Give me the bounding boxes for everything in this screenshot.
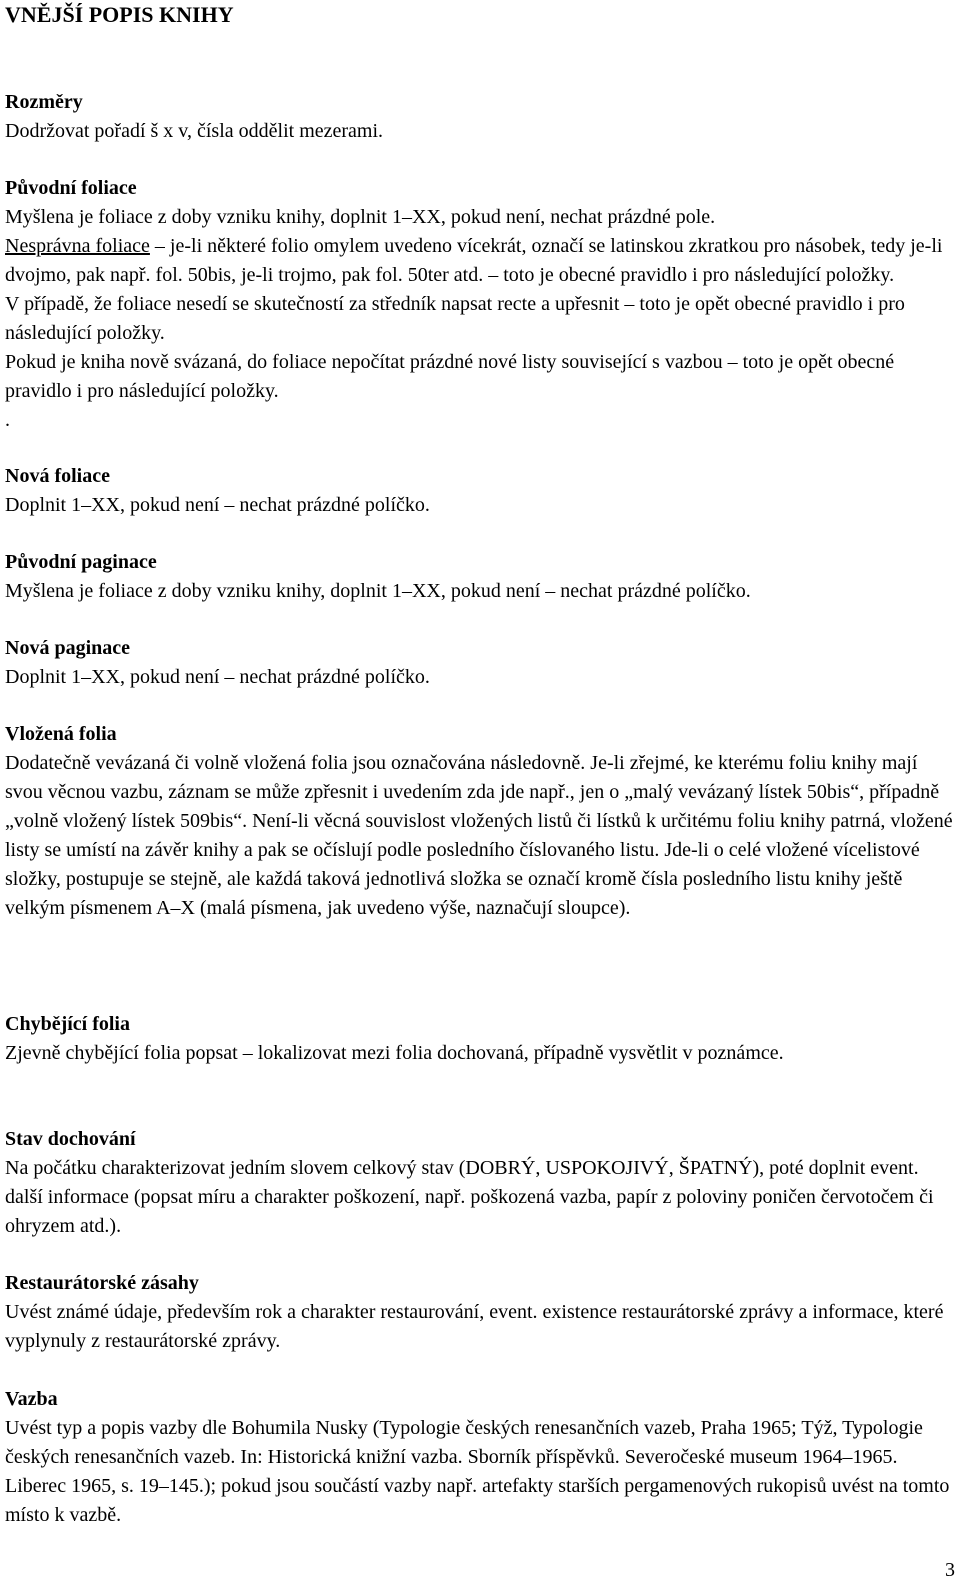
section-text: Doplnit 1–XX, pokud není – nechat prázdné políčko. (5, 666, 430, 688)
section-vazba (5, 1385, 955, 1530)
section-paragraph-recte: V případě, že foliace nesedí se skutečností za středník napsat recte a upřesnit – toto je opět obecné pravidlo i pro následující položky. (5, 293, 905, 344)
section-paragraph-new-binding: Pokud je kniha nově svázaná, do foliace nepočítat prázdné nové listy související s vazbou – toto je opět obecné pravidlo i pro následující položky. (5, 351, 895, 402)
document-title: VNĚJŠÍ POPIS KNIHY (5, 2, 234, 27)
section-vlozena-folia (5, 720, 955, 923)
section-heading: Rozměry (5, 91, 83, 113)
section-restauratorske-zasahy (5, 1269, 955, 1356)
section-heading: Nová foliace (5, 465, 110, 487)
section-text: Doplnit 1–XX, pokud není – nechat prázdné políčko. (5, 494, 430, 516)
stray-dot: . (5, 409, 10, 431)
page-number: 3 (945, 1559, 955, 1581)
section-heading: Původní foliace (5, 177, 137, 199)
paragraph-rest: – je-li některé folio omylem uvedeno vícekrát, označí se latinskou zkratkou pro násobek, tedy je-li dvojmo, pak např. fol. 50bis, je-li trojmo, pak fol. 50ter atd. – toto je obecné pravidlo i pro následující položky. (5, 235, 943, 286)
section-paragraph-incorrect-foliation (5, 232, 955, 290)
section-heading: Vazba (5, 1388, 58, 1410)
section-chybejici-folia (5, 1010, 955, 1068)
section-heading: Původní paginace (5, 551, 157, 573)
section-heading: Chybějící folia (5, 1013, 130, 1035)
underlined-term: Nesprávna foliace (5, 235, 150, 257)
section-nova-foliace (5, 462, 955, 520)
section-text-line1: Myšlena je foliace z doby vzniku knihy, doplnit 1–XX, pokud není, nechat prázdné pole. (5, 206, 716, 228)
section-rozmery (5, 88, 955, 146)
section-heading: Restaurátorské zásahy (5, 1272, 199, 1294)
section-text: Dodatečně vevázaná či volně vložená folia jsou označována následovně. Je-li zřejmé, ke kterému foliu knihy mají svou věcnou vazbu, záznam se může zpřesnit i uvedením zda jde např., jen o „malý vevázaný lístek 50bis“, případně „volně vložený lístek 509bis“. Není-li věcná souvislost vložených listů či lístků k určitému foliu knihy patrná, vložené listy se umístí na závěr knihy a pak se očíslují podle posledního číslovaného listu. Jde-li o celé vložené vícelistové složky, postupuje se stejně, ale každá taková jednotlivá složka se označí kromě čísla posledního listu knihy ještě velkým písmenem A–X (malá písmena, jak uvedeno výše, naznačují sloupce). (5, 752, 953, 919)
section-nova-paginace (5, 634, 955, 692)
section-puvodni-paginace (5, 548, 955, 606)
section-heading: Stav dochování (5, 1128, 136, 1150)
section-stav-dochovani (5, 1125, 955, 1241)
section-heading: Nová paginace (5, 637, 130, 659)
section-text: Myšlena je foliace z doby vzniku knihy, doplnit 1–XX, pokud není – nechat prázdné políčko. (5, 580, 751, 602)
section-puvodni-foliace (5, 174, 955, 435)
section-heading: Vložená folia (5, 723, 117, 745)
section-text: Dodržovat pořadí š x v, čísla oddělit mezerami. (5, 120, 384, 142)
section-text: Na počátku charakterizovat jedním slovem celkový stav (DOBRÝ, USPOKOJIVÝ, ŠPATNÝ), poté doplnit event. další informace (popsat míru a charakter poškození, např. poškozená vazba, papír z poloviny poničen červotočem či ohryzem atd.). (5, 1157, 934, 1237)
section-text: Uvést známé údaje, především rok a charakter restaurování, event. existence restaurátorské zprávy a informace, které vyplynuly z restaurátorské zprávy. (5, 1301, 944, 1352)
section-text: Zjevně chybějící folia popsat – lokalizovat mezi folia dochovaná, případně vysvětlit v poznámce. (5, 1042, 784, 1064)
section-text: Uvést typ a popis vazby dle Bohumila Nusky (Typologie českých renesančních vazeb, Praha 1965; Týž, Typologie českých renesančních vazeb. In: Historická knižní vazba. Sborník příspěvků. Severočeské museum 1964–1965. Liberec 1965, s. 19–145.); pokud jsou součástí vazby např. artefakty starších pergamenových rukopisů uvést na tomto místo k vazbě. (5, 1417, 950, 1526)
